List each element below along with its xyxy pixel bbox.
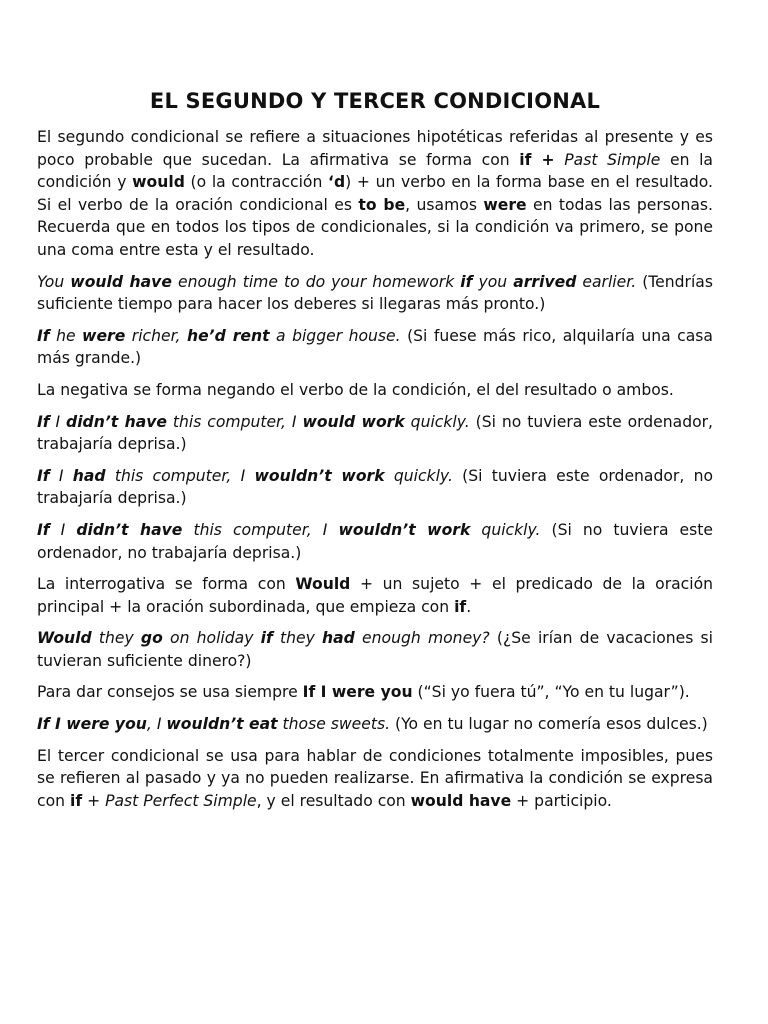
text-run: Para dar consejos se usa siempre (37, 683, 303, 702)
paragraph-intro-second-conditional (37, 126, 713, 262)
text-run: If I were you (37, 715, 147, 734)
text-run: on holiday (162, 629, 261, 648)
text-run: go (140, 629, 163, 648)
text-run: wouldn’t work (254, 466, 385, 485)
text-run: this computer, I (182, 520, 339, 539)
text-run: would have (410, 791, 512, 810)
text-run: You (37, 272, 71, 291)
text-run: this computer, I (166, 412, 303, 431)
paragraph-example-would-have-time (37, 271, 713, 316)
paragraph-example-richer-house (37, 325, 713, 370)
text-run: you (472, 272, 514, 291)
text-run: If (37, 412, 50, 431)
text-run: , y el resultado con (256, 791, 411, 810)
text-run: he (49, 326, 83, 345)
text-run: I (49, 466, 73, 485)
text-run: didn’t have (66, 412, 167, 431)
text-run: (“Si yo fuera tú”, “Yo en tu lugar”). (412, 683, 690, 702)
text-run: richer, (125, 326, 187, 345)
text-run: if (454, 597, 467, 616)
text-run: (Si tuviera este ordenador, no trabajaría deprisa.) (37, 466, 713, 508)
text-run: (o la contracción (184, 173, 329, 192)
text-run: would (132, 173, 185, 192)
text-run: + un sujeto + el predicado de la oración principal + la oración subordinada, que empieza con (37, 575, 713, 616)
text-run: + participio. (511, 791, 612, 810)
text-run: (Si no tuviera este ordenador, no trabajaría deprisa.) (37, 520, 713, 562)
text-run: If (37, 466, 50, 485)
text-run: ‘d (328, 173, 346, 192)
text-run: La negativa se forma negando el verbo de la condición, el del resultado o ambos. (37, 380, 674, 399)
text-run: If (37, 326, 50, 345)
text-run: I (49, 520, 77, 539)
text-run: wouldn’t eat (166, 715, 278, 734)
text-run: wouldn’t work (338, 520, 471, 539)
text-run: those sweets. (277, 715, 391, 734)
text-run: La interrogativa se forma con (37, 575, 296, 594)
text-run: , I (146, 715, 167, 734)
text-run: arrived (513, 272, 577, 291)
text-run: quickly. (404, 412, 470, 431)
text-run: if + (519, 150, 555, 169)
text-run: if (69, 791, 83, 810)
text-run: had (322, 629, 355, 648)
text-run: (Si no tuviera este ordenador, trabajaría deprisa.) (37, 412, 714, 454)
text-run: he’d rent (187, 326, 270, 345)
text-run: I (49, 412, 67, 431)
text-run: would have (70, 272, 172, 291)
document-body (37, 126, 713, 812)
text-run: (Si fuese más rico, alquilaría una casa más grande.) (37, 326, 713, 368)
text-run: had (72, 466, 106, 485)
text-run: ) + un verbo en la forma base en el resultado. Si el verbo de la oración condicional es (37, 173, 713, 214)
text-run: if (260, 629, 273, 648)
text-run: quickly. (470, 520, 541, 539)
text-run: enough money? (354, 629, 490, 648)
text-run: were (483, 195, 527, 214)
text-run: this computer, I (105, 466, 255, 485)
text-run: El segundo condicional se refiere a situaciones hipotéticas referidas al presente y es poco probable que sucedan. La afirmativa se forma con (37, 128, 713, 169)
text-run: If I were you (302, 683, 413, 702)
text-run: (¿Se irían de vacaciones si tuvieran suficiente dinero?) (37, 629, 714, 670)
text-run: they (272, 629, 323, 648)
document-page (37, 86, 713, 821)
text-run: If (37, 520, 50, 539)
text-run: quickly. (384, 466, 453, 485)
text-run: (Tendrías suficiente tiempo para hacer los deberes si llegaras más pronto.) (37, 272, 713, 314)
document-title: EL SEGUNDO Y TERCER CONDICIONAL (149, 89, 601, 113)
paragraph-example-advice (37, 713, 713, 736)
text-run: enough time to do your homework (171, 272, 461, 291)
paragraph-example-negative-condition (37, 411, 713, 456)
text-run: , usamos (405, 195, 484, 214)
text-run: they (91, 629, 141, 648)
text-run: (Yo en tu lugar no comería esos dulces.) (390, 715, 708, 734)
text-run: a bigger house. (269, 326, 401, 345)
paragraph-interrogative-explanation (37, 573, 713, 618)
text-run: to be (358, 195, 406, 214)
text-run: + (82, 791, 106, 810)
text-run: . (466, 597, 472, 616)
text-run: El tercer condicional se usa para hablar de condiciones totalmente imposibles, pues se refieren al pasado y ya no pueden realizarse. En afirmativa la condición se expresa con (37, 746, 713, 810)
text-run: en todas las personas. Recuerda que en todos los tipos de condicionales, si la condición va primero, se pone una coma entre esta y el resultado. (37, 195, 713, 259)
text-run: would work (302, 412, 405, 431)
paragraph-example-interrogative (37, 627, 713, 672)
paragraph-example-negative-both (37, 519, 713, 564)
text-run: Would (295, 575, 351, 594)
text-run: earlier. (576, 272, 637, 291)
text-run: Past Simple (564, 150, 661, 169)
text-run: didn’t have (76, 520, 183, 539)
text-run: Would (37, 629, 92, 648)
paragraph-intro-third-conditional (37, 745, 713, 813)
text-run: were (82, 326, 126, 345)
text-run: Past Perfect Simple (105, 791, 257, 810)
paragraph-advice-explanation (37, 681, 713, 704)
paragraph-negative-explanation (37, 379, 713, 402)
paragraph-example-negative-result (37, 465, 713, 510)
text-run: if (460, 272, 473, 291)
text-run (555, 151, 565, 169)
text-run: en la condición y (37, 150, 713, 192)
